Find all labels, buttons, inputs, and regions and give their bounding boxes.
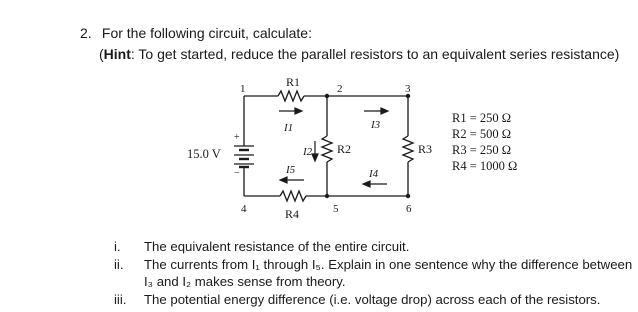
r4-label: R4 — [285, 207, 300, 221]
task-item — [114, 238, 638, 256]
node-5-label: 5 — [333, 203, 339, 215]
node-4-label: 4 — [241, 203, 247, 215]
hint-open-paren: ( — [99, 46, 104, 62]
r1-value: R1 = 250 Ω — [452, 111, 512, 125]
i3-arrow — [364, 108, 388, 114]
node-6-label: 6 — [406, 203, 412, 215]
r2-label: R2 — [337, 142, 352, 156]
node-3-label: 3 — [405, 83, 411, 95]
i4-arrow — [363, 181, 387, 187]
i1-arrow — [279, 108, 302, 114]
task-numeral: i. — [114, 239, 121, 254]
r1-label: R1 — [286, 75, 301, 89]
i2-label: I2 — [303, 146, 313, 158]
battery-plus-sign: + — [234, 132, 240, 143]
question-number: 2. — [80, 25, 92, 41]
i5-label: I5 — [286, 164, 296, 176]
task-item — [114, 291, 638, 309]
resistor-values — [452, 110, 517, 174]
battery-symbol — [234, 146, 254, 167]
r2-value: R2 = 500 Ω — [452, 127, 512, 141]
hint-text: : To get started, reduce the parallel resistors to an equivalent series resistance) — [130, 46, 620, 62]
node-2-label: 2 — [337, 83, 343, 95]
node-1-label: 1 — [240, 83, 246, 95]
r4-value: R4 = 1000 Ω — [452, 159, 518, 173]
source-voltage-label: 15.0 V — [187, 147, 221, 161]
i3-label: I3 — [371, 119, 381, 131]
resistor-r4 — [280, 191, 306, 201]
battery-minus-sign: − — [234, 168, 240, 179]
r3-label: R3 — [418, 142, 433, 156]
task-numeral: ii. — [114, 256, 124, 272]
resistor-r3 — [403, 136, 413, 162]
hint-label: Hint — [103, 46, 131, 62]
task-text: The currents from I₁ through I₅. Explain in one sentence why the difference between I₃ and I₂ makes sense from theory. — [144, 256, 633, 289]
i5-arrow — [280, 177, 304, 183]
resistor-r2 — [322, 136, 332, 162]
task-text: The potential energy difference (i.e. voltage drop) across each of the resistors. — [144, 291, 601, 307]
i4-label: I4 — [369, 168, 379, 180]
task-item — [114, 256, 638, 291]
question-text: For the following circuit, calculate: — [101, 25, 312, 41]
r3-value: R3 = 250 Ω — [452, 143, 512, 157]
task-text: The equivalent resistance of the entire circuit. — [144, 239, 410, 254]
i1-label: I1 — [284, 122, 294, 134]
i2-arrow — [312, 141, 318, 161]
task-numeral: iii. — [114, 291, 127, 307]
resistor-r1 — [278, 91, 304, 101]
task-list — [114, 238, 638, 308]
